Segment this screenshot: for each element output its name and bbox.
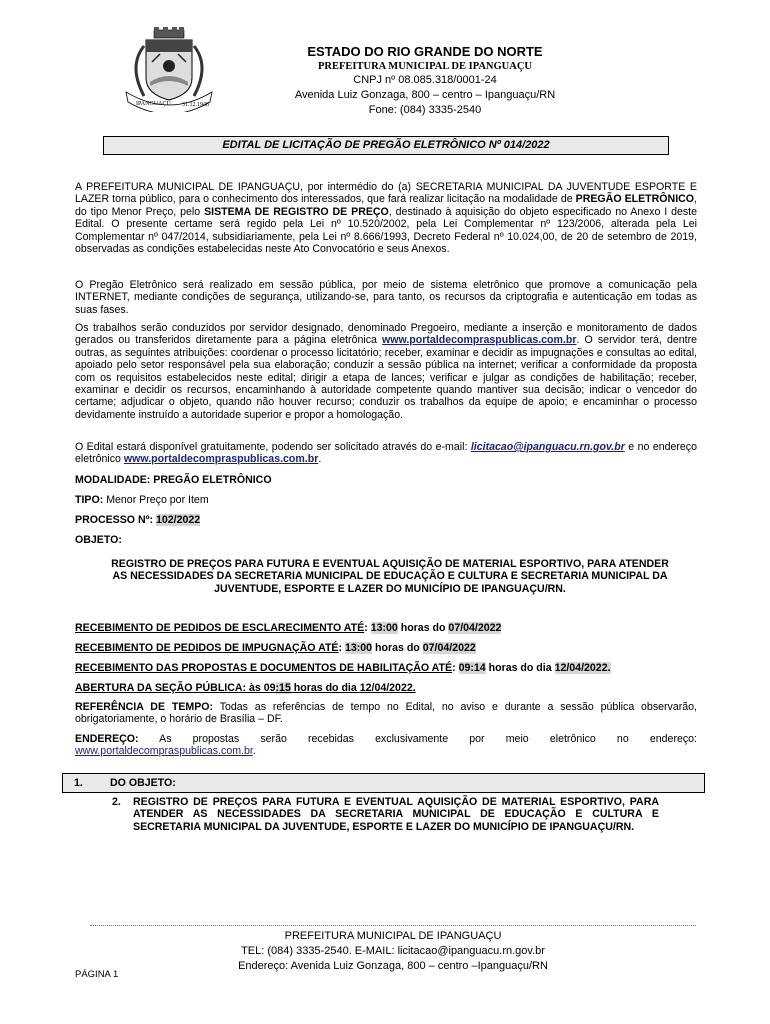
objeto-description: REGISTRO DE PREÇOS PARA FUTURA E EVENTUAL AQUISIÇÃO DE MATERIAL ESPORTIVO, PARA ATENDER AS NECESSIDADES DA SECRETARIA MUNICIPAL DE EDUCAÇÃO E CULTURA E SECRETARIA MUNICIPAL DA JUVENTUDE, ESPORTE E LAZER DO MUNICÍPIO DE IPANGUAÇU/RN. [111, 558, 669, 595]
phone-line: Fone: (084) 3335-2540 [368, 104, 482, 116]
svg-text:31.12.1948: 31.12.1948 [182, 102, 209, 108]
section-1-number: 1. [74, 777, 83, 789]
footer-line-2: TEL: (084) 3335-2540. E-MAIL: licitacao@ipanguacu.rn.gov.br [241, 945, 545, 957]
objeto-label: OBJETO: [75, 534, 122, 546]
crest-branch-left [136, 46, 144, 96]
edital-title-box [103, 136, 669, 155]
portal-link-3[interactable]: www.portaldecompraspublicas.com.br [75, 745, 253, 757]
page-number: PÁGINA 1 [75, 969, 119, 980]
processo-line: PROCESSO Nº: 102/2022 [75, 514, 201, 526]
portal-link-2[interactable]: www.portaldecompraspublicas.com.br [123, 453, 319, 466]
intro-paragraph-3: Os trabalhos serão conduzidos por servidor designado, denominado Pregoeiro, mediante a inserção e monitoramento de dados gerados ou transferidos diretamente para a página eletrônica www.portaldecompraspublicas.com.br. O servidor terá, dentre outras, as seguintes atribuições: coordenar o processo licitatório; receber, examinar e decidir as impugnações e consultas ao edital, apoiado pelo setor responsável pela sua elaboração; conduzir a sessão pública na internet; verificar a conformidade da proposta com os requisitos estabelecidos neste edital; dirigir a etapa de lances; verificar e julgar as condições de habilitação; receber, examinar e decidir os recursos, encaminhando à autoridade competente quando mantiver sua decisão; indicar o vencedor do certame; adjudicar o objeto, quando não houver recurso; conduzir os trabalhos da equipe de apoio; e encaminhar o processo devidamente instruído a autoridade superior e propor a homologação. [75, 322, 698, 421]
footer-line-1: PREFEITURA MUNICIPAL DE IPANGUAÇU [284, 930, 502, 942]
item-2-number: 2. [112, 796, 121, 808]
impugnacao-line: RECEBIMENTO DE PEDIDOS DE IMPUGNAÇÃO ATÉ: 13:00 horas do 07/04/2022 [75, 642, 476, 654]
intro-paragraph-4: O Edital estará disponível gratuitamente, podendo ser solicitado através do e-mail: licitacao@ipanguacu.rn.gov.br e no endereço eletrônico www.portaldecompraspublicas.com.br. [75, 441, 697, 466]
modalidade-line: MODALIDADE: PREGÃO ELETRÔNICO [75, 474, 272, 486]
esclarecimento-line: RECEBIMENTO DE PEDIDOS DE ESCLARECIMENTO ATÉ: 13:00 horas do 07/04/2022 [75, 622, 502, 634]
footer-divider [90, 925, 696, 926]
municipal-crest-logo [122, 26, 216, 112]
portal-link[interactable]: www.portaldecompraspublicas.com.br [382, 334, 577, 347]
intro-paragraph-1: A PREFEITURA MUNICIPAL DE IPANGUAÇU, por intermédio do (a) SECRETARIA MUNICIPAL DA JUVENTUDE ESPORTE E LAZER torna público, para o conhecimento dos interessados, que fará realizar licitação na modalidade de PREGÃO ELETRÔNICO, do tipo Menor Preço, pelo SISTEMA DE REGISTRO DE PREÇO, destinado à aquisição do objeto especificado no Anexo I deste Edital. O presente certame será regido pela Lei nº 10.520/2002, pela Lei Complementar nº 123/2006, alterada pela Lei Complementar nº 047/2014, subsidiariamente, pela Lei nº 8.666/1993, Decreto Federal nº 10.024,00, de 20 de setembro de 2019, observadas as condições estabelecidas neste Ato Convocatório e seus Anexos. [75, 181, 698, 256]
address-line: Avenida Luiz Gonzaga, 800 – centro – Ipanguaçu/RN [294, 89, 556, 101]
referencia-paragraph: REFERÊNCIA DE TEMPO: Todas as referências de tempo no Edital, no aviso e durante a sessão pública observarão, obrigatoriamente, o horário de Brasília – DF. [75, 701, 697, 726]
section-1-title: DO OBJETO: [110, 777, 176, 789]
svg-text:IPANGUAÇU: IPANGUAÇU [136, 101, 171, 107]
intro-paragraph-2: O Pregão Eletrônico será realizado em sessão pública, por meio de sistema eletrônico que promove a comunicação pela INTERNET, mediante condições de segurança, utilizando-se, para tanto, os recursos da criptografia e autenticação em todas as suas fases. [75, 279, 697, 316]
cnpj-line: CNPJ nº 08.085.318/0001-24 [353, 74, 497, 86]
footer-line-3: Endereço: Avenida Luiz Gonzaga, 800 – centro –Ipanguaçu/RN [238, 960, 548, 972]
tipo-line: TIPO: Menor Preço por Item [75, 494, 209, 506]
prefeitura-heading: PREFEITURA MUNICIPAL DE IPANGUAÇU [318, 61, 532, 72]
crest-crown [154, 27, 184, 38]
endereco-paragraph: ENDEREÇO: As propostas serão recebidas exclusivamente por meio eletrônico no endereço: [75, 733, 697, 745]
item-2-text: REGISTRO DE PREÇOS PARA FUTURA E EVENTUAL AQUISIÇÃO DE MATERIAL ESPORTIVO, PARA ATENDER AS NECESSIDADES DA SECRETARIA MUNICIPAL DE EDUCAÇÃO E CULTURA E SECRETARIA MUNICIPAL DA JUVENTUDE, ESPORTE E LAZER DO MUNICÍPIO DE IPANGUAÇU/RN. [133, 796, 659, 833]
propostas-line: RECEBIMENTO DAS PROPOSTAS E DOCUMENTOS DE HABILITAÇÃO ATÉ: 09:14 horas do dia 12/04/2022. [75, 662, 611, 674]
abertura-line: ABERTURA DA SEÇÃO PÚBLICA: às 09:15 horas do dia 12/04/2022. [75, 682, 416, 694]
edital-title: EDITAL DE LICITAÇÃO DE PREGÃO ELETRÔNICO Nº 014/2022 [222, 139, 550, 151]
state-heading: ESTADO DO RIO GRANDE DO NORTE [307, 44, 543, 59]
endereco-link-line: www.portaldecompraspublicas.com.br. [75, 745, 256, 757]
email-link[interactable]: licitacao@ipanguacu.rn.gov.br [470, 441, 625, 453]
crest-branch-right [194, 46, 202, 96]
